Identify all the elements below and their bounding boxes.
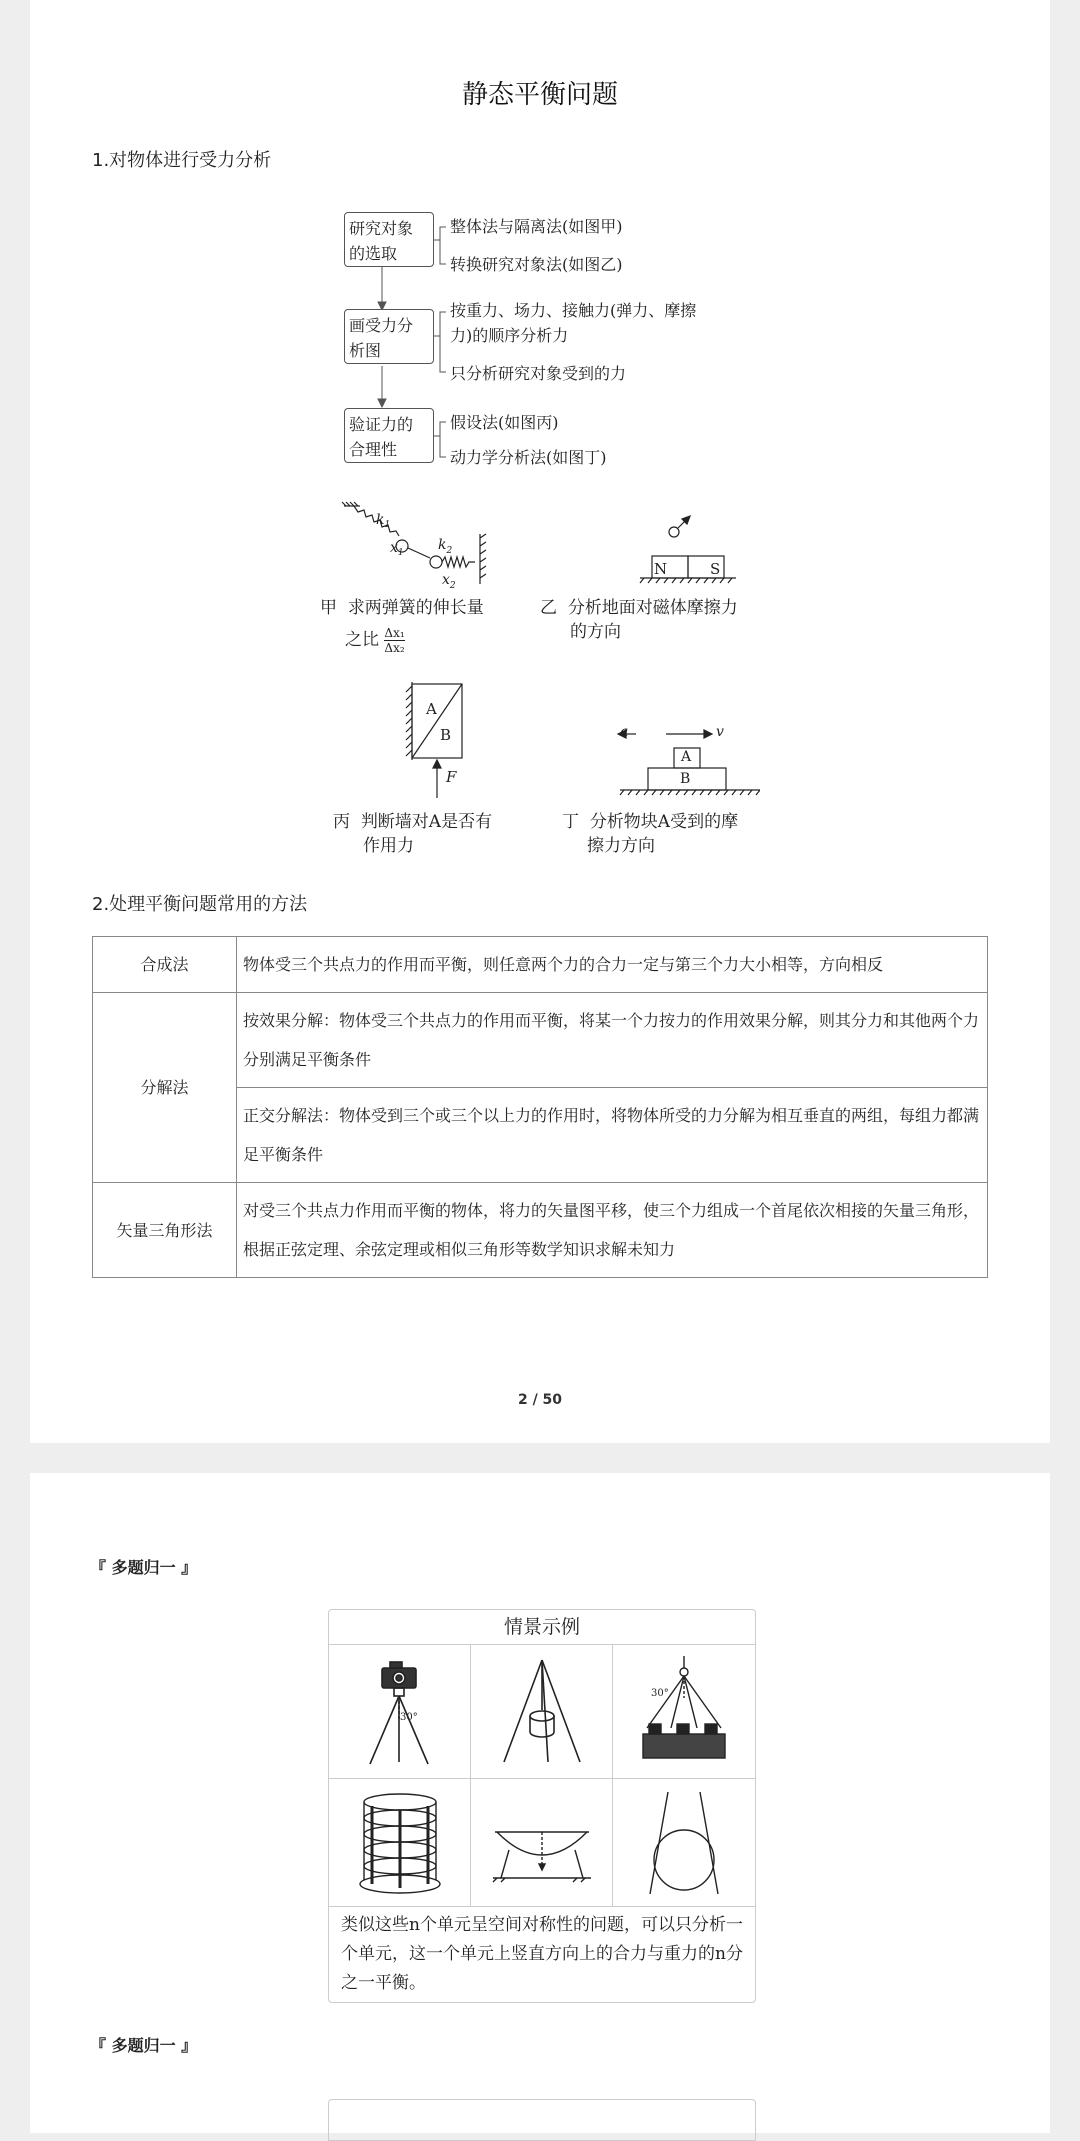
x1-sub: 1 [397,548,404,558]
method-desc: 正交分解法：物体受到三个或三个以上力的作用时，将物体所受的力分解为相互垂直的两组，每组力都满足平衡条件 [237,1088,988,1183]
section-heading-1: 1.对物体进行受力分析 [92,150,272,171]
scenario-title: 情景示例 [329,1610,755,1645]
document-page-1 [30,0,1050,1443]
chandelier-icon [629,1654,739,1770]
caption-yi-line2: 的方向 [570,622,621,642]
section-heading-2: 2.处理平衡问题常用的方法 [92,894,308,915]
next-scenario-table-top [328,2099,756,2141]
two-springs-diagram [340,500,520,595]
fraction-denominator: Δx₂ [384,641,405,655]
scenario-chandelier [613,1645,755,1779]
caption-yi: 乙 分析地面对磁体摩擦力 [540,598,738,618]
stacked-rings-icon [350,1788,450,1898]
x1-label: x [390,540,398,556]
table-row [93,993,988,1088]
method-desc: 对受三个共点力作用而平衡的物体，将力的矢量图平移，使三个力组成一个首尾依次相接的矢量三角形，根据正弦定理、余弦定理或相似三角形等数学知识求解未知力 [237,1183,988,1278]
caption-jia-prefix: 甲 [320,598,337,618]
flow-item-object-forces-only: 只分析研究对象受到的力 [450,364,627,383]
section-tag-1: 『 多题归一 』 [90,1558,198,1577]
fraction-numerator: Δx₁ [384,626,405,640]
caption-jia [320,596,484,620]
scenario-camera-tripod [329,1645,471,1779]
method-desc: 按效果分解：物体受三个共点力的作用而平衡，将某一个力按力的作用效果分解，则其分力和其他两个力分别满足平衡条件 [237,993,988,1088]
flow-item-transform-object: 转换研究对象法(如图乙) [450,255,623,274]
hanging-weight-icon [492,1654,592,1770]
method-desc: 物体受三个共点力的作用而平衡，则任意两个力的合力一定与第三个力大小相等，方向相反 [237,937,988,993]
flow-box-verify-forces: 验证力的 合理性 [344,408,434,463]
scenario-ball-in-cone [613,1779,755,1907]
scenario-note: 类似这些n个单元呈空间对称性的问题，可以只分析一个单元，这一个单元上竖直方向上的合力与重力的n分之一平衡。 [341,1915,743,1993]
caption-jia-line2: 之比 $\frac{\text{Δx₁}}{\text{Δx₂}}$ [345,626,405,655]
block-b-bottom-label: B [680,771,691,787]
k1-sub: 1 [384,520,391,530]
ratio-fraction [384,626,404,655]
tripod-angle-label: 30° [399,1711,418,1723]
page-title: 静态平衡问题 [461,80,618,110]
flow-item-dynamics: 动力学分析法(如图丁) [450,448,607,467]
south-pole-label: S [710,560,721,578]
block-a-label: A [426,700,437,718]
scenario-stacked-rings [329,1779,471,1907]
force-f-label: F [446,768,457,786]
table-row [93,937,988,993]
bowl-supports-icon [487,1788,597,1898]
camera-tripod-icon [350,1654,450,1770]
x2-label: $x_2$ [442,572,456,591]
k2-label: $k_2$ [438,537,453,556]
svg-text:x1 [390,540,404,558]
magnet-diagram [610,500,740,592]
velocity-label: v [716,724,724,740]
flow-item-whole-isolation: 整体法与隔离法(如图甲) [450,217,623,236]
methods-table [92,936,988,1278]
caption-ding: 丁 分析物块A受到的摩 [562,812,739,832]
caption-bing-line2: 作用力 [363,836,414,856]
flowchart-connectors [30,0,1050,480]
chandelier-angle-label: 30° [651,1687,669,1699]
caption-bing: 丙 判断墙对A是否有 [333,812,493,832]
method-name: 合成法 [93,937,237,993]
caption-ding-line2: 擦力方向 [587,836,655,856]
document-page-2 [30,1473,1050,2133]
block-a-top-label: A [681,749,692,765]
block-b-label: B [440,726,452,744]
flow-item-assumption: 假设法(如图丙) [450,413,559,432]
ball-in-cone-icon [634,1788,734,1898]
scenario-table [328,1609,756,2003]
k1-label: k [376,512,385,528]
caption-jia-line1: 求两弹簧的伸长量 [347,598,484,618]
scenario-hanging-weight [471,1645,613,1779]
svg-text:k1 [376,512,390,530]
page-number: 2 / 50 [517,1392,563,1408]
scenario-grid [329,1645,755,1907]
table-row [93,1183,988,1278]
section-tag-2: 『 多题归一 』 [90,2036,198,2055]
scenario-bowl-supports [471,1779,613,1907]
stacked-blocks-diagram [590,720,760,802]
acceleration-label: a [620,724,629,740]
flow-box-draw-diagram: 画受力分 析图 [344,309,434,364]
flow-item-force-order: 按重力、场力、接触力(弹力、摩擦 力)的顺序分析力 [450,301,697,345]
north-pole-label: N [654,560,668,578]
method-name: 矢量三角形法 [93,1183,237,1278]
method-name: 分解法 [93,993,237,1183]
flow-box-select-object: 研究对象 的选取 [344,212,434,267]
